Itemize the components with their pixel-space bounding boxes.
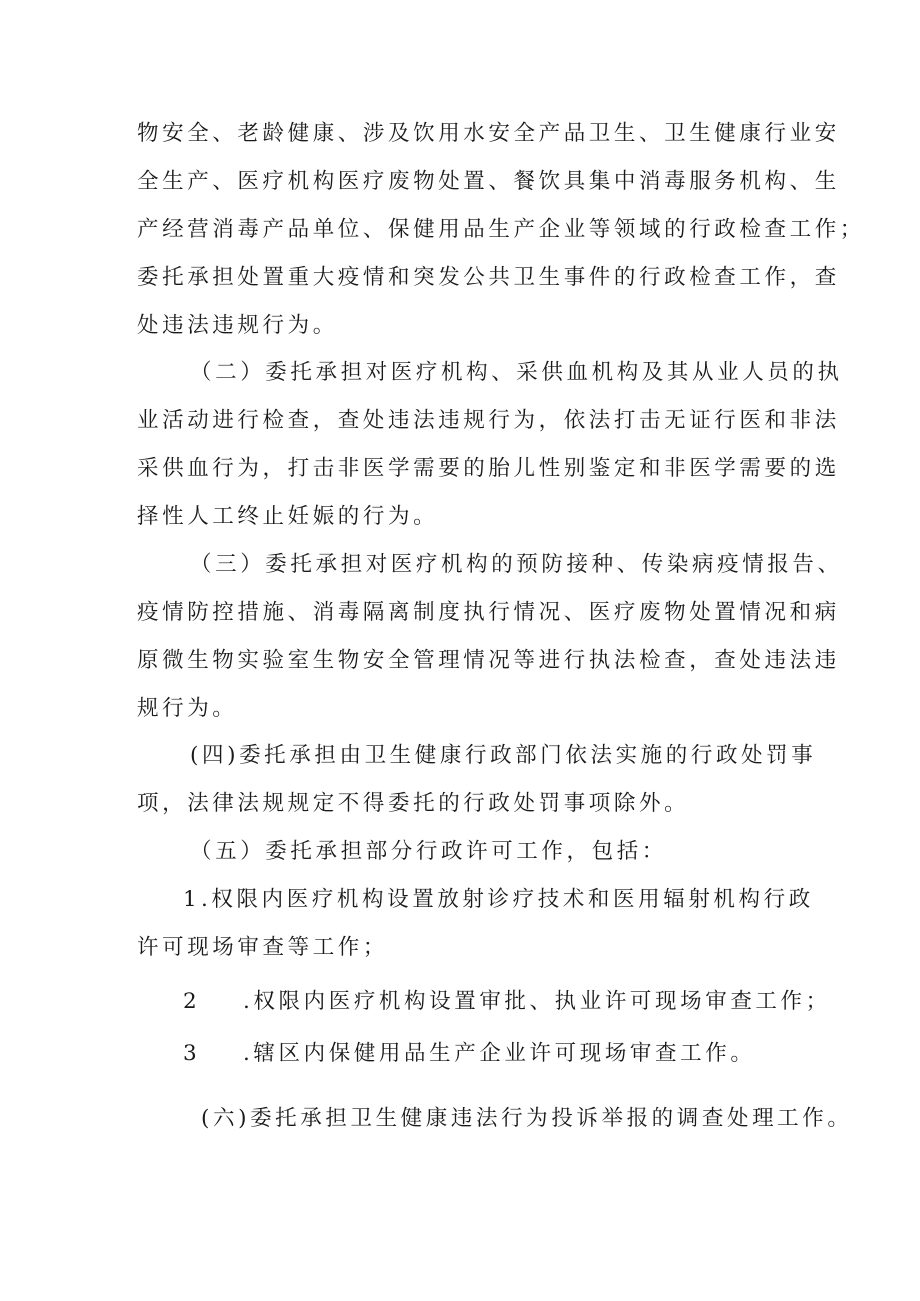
paragraph-1-line-3: 产经营消毒产品单位、保健用品生产企业等领域的行政检查工作； <box>137 217 865 242</box>
paragraph-1-line-1: 物安全、老龄健康、涉及饮用水安全产品卫生、卫生健康行业安 <box>137 121 840 146</box>
list-item-1-line-2: 许可现场审查等工作； <box>137 935 389 960</box>
list-item-1-number: 1 <box>183 887 197 912</box>
paragraph-3-line-3: 原微生物实验室生物安全管理情况等进行执法检查，查处违法违 <box>137 648 840 673</box>
paragraph-2-line-1: （二）委托承担对医疗机构、采供血机构及其从业人员的执 <box>190 360 843 385</box>
paragraph-4-line-1: (四)委托承担由卫生健康行政部门依法实施的行政处罚事 <box>190 743 817 768</box>
paragraph-3-line-4: 规行为。 <box>137 696 238 721</box>
paragraph-6-line-1: (六)委托承担卫生健康违法行为投诉举报的调查处理工作。 <box>201 1106 853 1131</box>
paragraph-4-line-2: 项，法律法规规定不得委托的行政处罚事项除外。 <box>137 791 690 816</box>
list-item-3-number: 3 <box>183 1041 197 1066</box>
list-item-2-text: .权限内医疗机构设置审批、执业许可现场审查工作； <box>243 989 831 1014</box>
paragraph-3-line-2: 疫情防控措施、消毒隔离制度执行情况、医疗废物处置情况和病 <box>137 600 840 625</box>
paragraph-3-line-1: （三）委托承担对医疗机构的预防接种、传染病疫情报告、 <box>190 552 843 577</box>
paragraph-5-line-1: （五）委托承担部分行政许可工作，包括： <box>190 839 667 864</box>
list-item-1-line-1: .权限内医疗机构设置放射诊疗技术和医用辐射机构行政 <box>201 887 814 912</box>
list-item-3-text: .辖区内保健用品生产企业许可现场审查工作。 <box>243 1041 756 1066</box>
paragraph-1-line-5: 处违法违规行为。 <box>137 313 338 338</box>
paragraph-1-line-2: 全生产、医疗机构医疗废物处置、餐饮具集中消毒服务机构、生 <box>137 169 840 194</box>
paragraph-2-line-3: 采供血行为，打击非医学需要的胎儿性别鉴定和非医学需要的选 <box>137 456 840 481</box>
paragraph-1-line-4: 委托承担处置重大疫情和突发公共卫生事件的行政检查工作，查 <box>137 265 840 290</box>
list-item-2-number: 2 <box>183 989 197 1014</box>
paragraph-2-line-2: 业活动进行检查，查处违法违规行为，依法打击无证行医和非法 <box>137 408 840 433</box>
paragraph-2-line-4: 择性人工终止妊娠的行为。 <box>137 504 439 529</box>
